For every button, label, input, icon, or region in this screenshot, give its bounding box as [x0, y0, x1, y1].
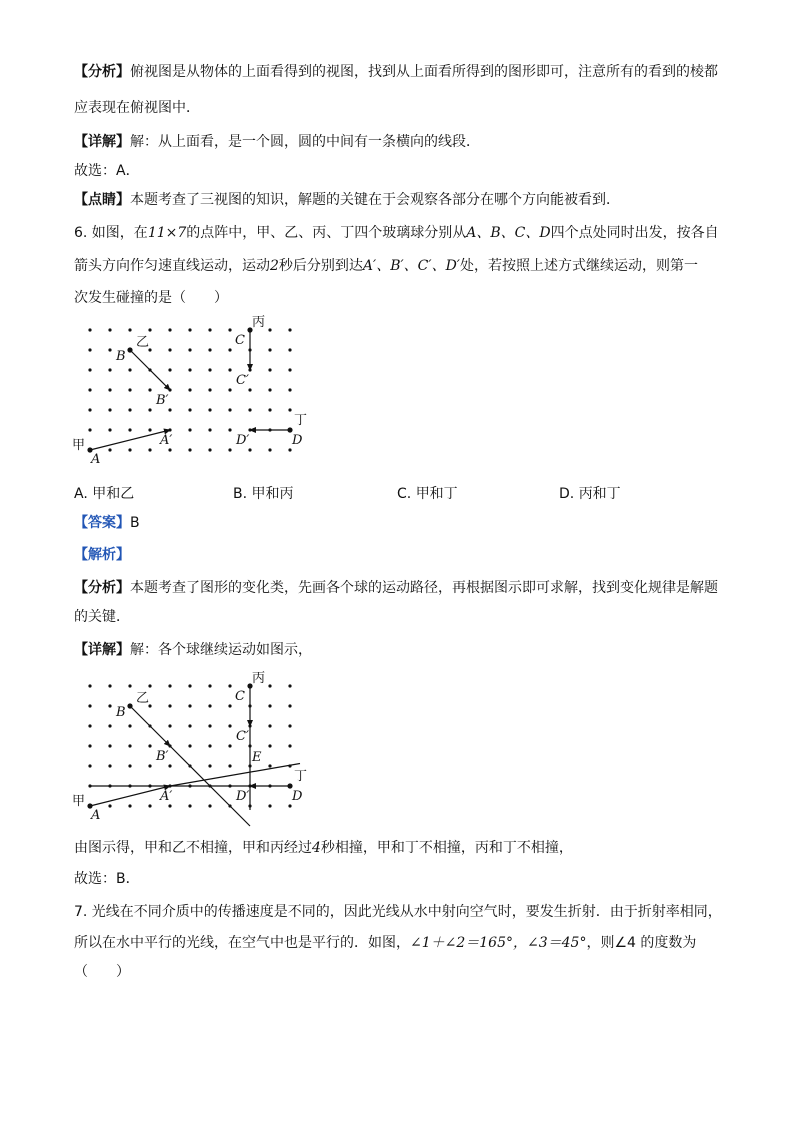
label-a-prime: A′ [160, 789, 173, 804]
grid-dot [128, 448, 131, 451]
grid-dot [128, 724, 131, 727]
analysis-text: 俯视图是从物体的上面看得到的视图，找到从上面看所得到的图形即可，注意所有的看到的棱都 [130, 64, 718, 80]
grid-dot [208, 368, 211, 371]
grid-dot [168, 704, 171, 707]
grid-dot [148, 428, 151, 431]
dot-grid-figure-2 [70, 662, 310, 827]
grid-dot [168, 448, 171, 451]
grid-dot [108, 764, 111, 767]
grid-dot [108, 804, 111, 807]
grid-dot [148, 328, 151, 331]
option-key: D. [559, 486, 575, 502]
q5-analysis-line-2: 应表现在俯视图中． [74, 100, 200, 116]
option-c[interactable] [397, 483, 458, 503]
conclusion-text: 秒相撞，甲和丁不相撞，丙和丁不相撞， [320, 840, 573, 856]
end-points: A′、B′、C′、D′ [362, 258, 460, 274]
q7-stem-line-2 [74, 933, 724, 953]
grid-dot [88, 408, 91, 411]
grid-dot [268, 764, 271, 767]
grid-dot [268, 704, 271, 707]
grid-dot [288, 684, 291, 687]
detail-text: 解：从上面看，是一个圆，圆的中间有一条横向的线段． [130, 134, 480, 150]
grid-dot [188, 328, 191, 331]
grid-dot [108, 684, 111, 687]
grid-dot [88, 428, 91, 431]
grid-dot [148, 388, 151, 391]
stem-text: 所以在水中平行的光线，在空气中也是平行的．如图， [74, 935, 410, 951]
grid-dot [168, 348, 171, 351]
stem-text: 处，若按照上述方式继续运动，则第一 [459, 258, 698, 274]
grid-dot [148, 804, 151, 807]
grid-dot [148, 448, 151, 451]
label-d-prime: D′ [236, 789, 250, 804]
grid-dot [148, 408, 151, 411]
q6-solution-tag [74, 545, 724, 565]
grid-dot [108, 744, 111, 747]
grid-dot [208, 388, 211, 391]
grid-dot [108, 724, 111, 727]
grid-dot [88, 724, 91, 727]
grid-dot [188, 724, 191, 727]
grid-dot [88, 388, 91, 391]
grid-size: 11×7 [147, 225, 187, 241]
q5-choose: 故选：A． [74, 163, 140, 179]
grid-dot [148, 764, 151, 767]
grid-dot [168, 408, 171, 411]
grid-dot [128, 388, 131, 391]
label-yi: 乙 [136, 335, 150, 350]
grid-dot [188, 744, 191, 747]
option-text: 甲和乙 [92, 486, 135, 502]
grid-dot [108, 448, 111, 451]
solution-tag: 【解析】 [74, 547, 130, 563]
grid-dot [288, 328, 291, 331]
stem-text: 箭头方向作匀速直线运动，运动 [74, 258, 270, 274]
comment-tag: 【点睛】 [74, 192, 130, 208]
q6-analysis-line [74, 578, 724, 598]
grid-dot [228, 764, 231, 767]
grid-dot [108, 408, 111, 411]
grid-dot [268, 724, 271, 727]
label-bing: 丙 [252, 315, 266, 330]
grid-dot [228, 448, 231, 451]
start-point-d [287, 783, 292, 788]
grid-dot [208, 724, 211, 727]
label-e: E [252, 750, 262, 765]
stem-text: 秒后分别到达 [278, 258, 363, 274]
stem-text: ，则∠4 的度数为 [586, 935, 697, 951]
meet-time: 4 [312, 840, 321, 856]
grid-dot [268, 348, 271, 351]
label-b: B [116, 349, 126, 364]
grid-dot [228, 684, 231, 687]
option-d[interactable] [559, 483, 621, 503]
grid-dot [88, 704, 91, 707]
grid-dot [108, 368, 111, 371]
q6-stem-line-3: 次发生碰撞的是（ ） [74, 290, 228, 306]
option-text: 甲和丁 [415, 486, 458, 502]
start-point-b [127, 347, 132, 352]
grid-dot [268, 408, 271, 411]
grid-dot [168, 684, 171, 687]
comment-text: 本题考查了三视图的知识，解题的关键在于会观察各部分在哪个方向能被看到． [130, 192, 620, 208]
grid-dot [88, 684, 91, 687]
detail-text: 解：各个球继续运动如图示， [130, 642, 312, 658]
grid-dot [148, 684, 151, 687]
grid-dot [108, 348, 111, 351]
option-key: C. [397, 486, 412, 502]
q5-detail-line [74, 132, 724, 152]
q6-answer-line [74, 513, 724, 533]
label-b-prime: B′ [156, 749, 169, 764]
grid-dot [208, 744, 211, 747]
grid-dot [188, 684, 191, 687]
analysis-text: 本题考查了图形的变化类，先画各个球的运动路径，再根据图示即可求解，找到变化规律是解题 [130, 580, 718, 596]
grid-dot [288, 704, 291, 707]
stem-text: 的点阵中，甲、乙、丙、丁四个玻璃球分别从 [186, 225, 467, 241]
given-angles: ∠1＋∠2＝165°，∠3＝45° [410, 935, 587, 951]
grid-dot [288, 724, 291, 727]
label-c: C [235, 689, 245, 704]
grid-dot [208, 428, 211, 431]
option-text: 甲和丙 [251, 486, 294, 502]
grid-dot [228, 744, 231, 747]
label-a: A [91, 808, 101, 823]
grid-dot [128, 684, 131, 687]
grid-dot [228, 724, 231, 727]
grid-dot [228, 704, 231, 707]
grid-dot [108, 328, 111, 331]
label-bing: 丙 [252, 671, 266, 686]
grid-dot [268, 804, 271, 807]
grid-dot [208, 684, 211, 687]
label-a: A [91, 452, 101, 467]
grid-dot [248, 388, 251, 391]
grid-dot [188, 368, 191, 371]
grid-dot [288, 448, 291, 451]
grid-dot [208, 804, 211, 807]
start-point-d [287, 427, 292, 432]
stem-text: 6. 如图，在 [74, 225, 148, 241]
grid-dot [208, 704, 211, 707]
label-c-prime: C′ [236, 729, 249, 744]
grid-dot [128, 428, 131, 431]
label-b-prime: B′ [156, 393, 169, 408]
grid-dot [268, 744, 271, 747]
grid-dot [268, 388, 271, 391]
option-a[interactable] [74, 483, 134, 503]
label-b: B [116, 705, 126, 720]
stem-text: 四个点处同时出发，按各自 [550, 225, 719, 241]
grid-dot [168, 724, 171, 727]
label-d: D [292, 789, 303, 804]
option-text: 丙和丁 [578, 486, 621, 502]
grid-dot [128, 408, 131, 411]
grid-dot [288, 804, 291, 807]
label-d: D [292, 433, 303, 448]
grid-dot [208, 328, 211, 331]
q5-analysis-line [74, 62, 724, 82]
grid-dot [268, 328, 271, 331]
grid-dot [228, 328, 231, 331]
grid-dot [268, 684, 271, 687]
grid-dot [248, 448, 251, 451]
grid-dot [188, 428, 191, 431]
start-point-b [127, 703, 132, 708]
grid-dot [288, 408, 291, 411]
grid-dot [128, 764, 131, 767]
q6-stem-line-2 [74, 256, 724, 276]
answer-value: B [130, 515, 140, 531]
grid-dot [268, 368, 271, 371]
label-c: C [235, 333, 245, 348]
q6-conclusion [74, 838, 724, 858]
grid-dot [168, 368, 171, 371]
label-c-prime: C′ [236, 373, 249, 388]
conclusion-text: 由图示得，甲和乙不相撞，甲和丙经过 [74, 840, 312, 856]
label-yi: 乙 [136, 691, 150, 706]
grid-dot [228, 388, 231, 391]
grid-dot [208, 764, 211, 767]
grid-dot [188, 704, 191, 707]
grid-dot [228, 408, 231, 411]
path-yi-arrow [130, 706, 170, 746]
grid-dot [108, 428, 111, 431]
path-jia-arrow [90, 430, 173, 450]
grid-dot [228, 348, 231, 351]
grid-dot [128, 328, 131, 331]
q5-comment-line [74, 190, 724, 210]
grid-dot [88, 764, 91, 767]
grid-dot [168, 764, 171, 767]
q7-stem-line-1: 7. 光线在不同介质中的传播速度是不同的，因此光线从水中射向空气时，要发生折射．由于折射率相同， [74, 904, 722, 920]
grid-dot [208, 448, 211, 451]
grid-dot [108, 704, 111, 707]
grid-dot [188, 388, 191, 391]
grid-dot [188, 448, 191, 451]
label-ding: 丁 [294, 413, 308, 428]
grid-dot [288, 368, 291, 371]
grid-dot [128, 744, 131, 747]
grid-dot [148, 744, 151, 747]
grid-dot [268, 448, 271, 451]
grid-dot [168, 804, 171, 807]
grid-dot [128, 368, 131, 371]
option-key: A. [74, 486, 88, 502]
grid-dot [88, 328, 91, 331]
dot-grid-figure-1 [70, 308, 308, 468]
path-jia-arrow [90, 786, 173, 806]
label-d-prime: D′ [236, 433, 250, 448]
grid-dot [188, 408, 191, 411]
grid-dot [88, 368, 91, 371]
q7-stem-line-3: （ ） [74, 964, 130, 980]
option-b[interactable] [233, 483, 294, 503]
grid-dot [88, 348, 91, 351]
grid-dot [188, 348, 191, 351]
q6-detail-line [74, 640, 724, 660]
option-key: B. [233, 486, 248, 502]
analysis-tag: 【分析】 [74, 580, 130, 596]
detail-tag: 【详解】 [74, 642, 130, 658]
grid-dot [208, 408, 211, 411]
grid-dot [228, 368, 231, 371]
grid-dot [288, 388, 291, 391]
grid-dot [88, 744, 91, 747]
q6-stem-line-1 [74, 223, 724, 243]
label-ding: 丁 [294, 769, 308, 784]
q6-choose: 故选：B． [74, 871, 140, 887]
label-jia: 甲 [72, 438, 86, 453]
label-a-prime: A′ [160, 433, 173, 448]
grid-dot [208, 348, 211, 351]
answer-tag: 【答案】 [74, 515, 130, 531]
grid-dot [288, 744, 291, 747]
grid-dot [248, 408, 251, 411]
grid-dot [288, 348, 291, 351]
time-value: 2 [270, 258, 279, 274]
analysis-tag: 【分析】 [74, 64, 130, 80]
grid-dot [108, 388, 111, 391]
grid-dot [228, 428, 231, 431]
grid-dot [168, 328, 171, 331]
q6-analysis-line-2: 的关键． [74, 609, 130, 625]
grid-dot [188, 804, 191, 807]
label-jia: 甲 [72, 794, 86, 809]
detail-tag: 【详解】 [74, 134, 130, 150]
path-yi-arrow [130, 350, 170, 390]
start-points: A、B、C、D [466, 225, 551, 241]
grid-dot [128, 804, 131, 807]
